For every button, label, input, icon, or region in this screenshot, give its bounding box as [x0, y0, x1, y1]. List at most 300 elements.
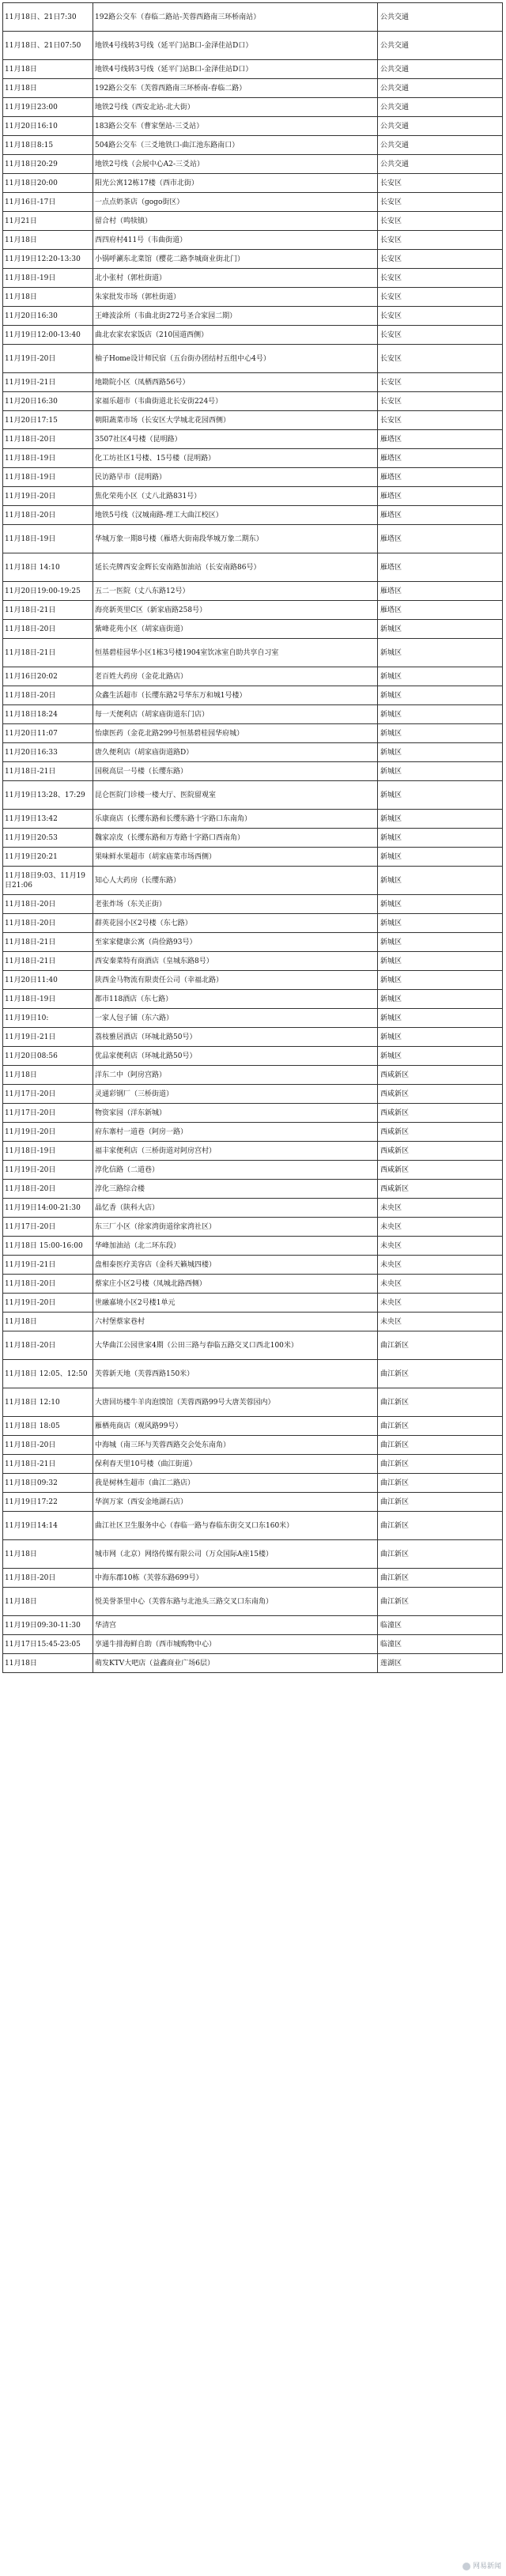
table-row — [3, 1388, 503, 1417]
area-cell: 长安区 — [378, 326, 503, 345]
place-cell: 东三厂小区（徐家湾街道徐家湾社区） — [93, 1218, 378, 1237]
time-cell: 11月18日-20日 — [3, 430, 93, 449]
area-cell: 新城区 — [378, 1047, 503, 1066]
place-cell: 晶忆香（陕科大店） — [93, 1199, 378, 1218]
place-cell: 朱家批发市场（郭杜街道） — [93, 288, 378, 307]
area-cell: 雁塔区 — [378, 468, 503, 487]
area-cell: 西咸新区 — [378, 1104, 503, 1123]
place-cell: 延长壳牌西安金辉长安南路加油站（长安南路86号） — [93, 553, 378, 582]
time-cell: 11月18日-19日 — [3, 269, 93, 288]
area-cell: 新城区 — [378, 724, 503, 743]
table-row — [3, 487, 503, 506]
area-cell: 未央区 — [378, 1275, 503, 1294]
area-cell: 西咸新区 — [378, 1180, 503, 1199]
place-cell: 地铁2号线（会展中心A2-三爻站） — [93, 155, 378, 174]
area-cell: 西咸新区 — [378, 1142, 503, 1161]
table-row — [3, 1104, 503, 1123]
place-cell: 海亮新英里C区（新家庙路258号） — [93, 601, 378, 620]
area-cell: 雁塔区 — [378, 506, 503, 525]
time-cell: 11月18日-20日 — [3, 895, 93, 914]
table-row — [3, 1436, 503, 1455]
place-cell: 大华曲江公园世家4期（公田三路与春临五路交叉口西北100米） — [93, 1331, 378, 1360]
area-cell: 西咸新区 — [378, 1066, 503, 1085]
place-cell: 一家人包子铺（东六路） — [93, 1009, 378, 1028]
place-cell: 福丰家便利店（三桥街道对阿房宫村） — [93, 1142, 378, 1161]
place-cell: 盘相泰医疗美容店（金科天籁城四楼） — [93, 1256, 378, 1275]
place-cell: 昆仑医院门诊楼一楼大厅、医院留观室 — [93, 781, 378, 810]
place-cell: 至家家健康公寓（尚俭路93号） — [93, 933, 378, 952]
place-cell: 朝阳蔬菜市场（长安区大学城北花园西侧） — [93, 411, 378, 430]
table-row — [3, 307, 503, 326]
area-cell: 未央区 — [378, 1218, 503, 1237]
table-row — [3, 1493, 503, 1512]
table-row — [3, 952, 503, 971]
time-cell: 11月19日-20日 — [3, 1123, 93, 1142]
area-cell: 公共交通 — [378, 79, 503, 98]
place-cell: 老张炸场（东关正街） — [93, 895, 378, 914]
area-cell: 新城区 — [378, 667, 503, 686]
area-cell: 未央区 — [378, 1256, 503, 1275]
time-cell: 11月20日19:00-19:25 — [3, 582, 93, 601]
time-cell: 11月19日20:21 — [3, 848, 93, 867]
place-cell: 萌发KTV大吧店（益鑫商业广场6层） — [93, 1654, 378, 1673]
time-cell: 11月18日-19日 — [3, 468, 93, 487]
place-cell: 六村堡蔡家巷村 — [93, 1313, 378, 1331]
table-row — [3, 60, 503, 79]
time-cell: 11月18日-20日 — [3, 620, 93, 639]
area-cell: 新城区 — [378, 620, 503, 639]
time-cell: 11月19日09:30-11:30 — [3, 1616, 93, 1635]
area-cell: 长安区 — [378, 345, 503, 373]
time-cell: 11月18日20:00 — [3, 174, 93, 193]
table-row — [3, 411, 503, 430]
time-cell: 11月18日 — [3, 79, 93, 98]
table-row — [3, 430, 503, 449]
table-row — [3, 1047, 503, 1066]
area-cell: 长安区 — [378, 411, 503, 430]
area-cell: 公共交通 — [378, 60, 503, 79]
table-row — [3, 1142, 503, 1161]
time-cell: 11月18日-21日 — [3, 952, 93, 971]
time-cell: 11月18日-20日 — [3, 1436, 93, 1455]
area-cell: 临潼区 — [378, 1635, 503, 1654]
area-cell: 新城区 — [378, 1028, 503, 1047]
place-cell: 焦化荣苑小区（丈八北路831号） — [93, 487, 378, 506]
area-cell: 曲江新区 — [378, 1540, 503, 1569]
time-cell: 11月19日-20日 — [3, 487, 93, 506]
table-row — [3, 212, 503, 231]
place-cell: 怡康医药（金花北路299号恒基碧桂园华府城） — [93, 724, 378, 743]
table-row — [3, 1474, 503, 1493]
place-cell: 每一天便利店（胡家庙街道东门店） — [93, 705, 378, 724]
time-cell: 11月18日 18:05 — [3, 1417, 93, 1436]
table-row — [3, 250, 503, 269]
table-row — [3, 326, 503, 345]
area-cell: 临潼区 — [378, 1616, 503, 1635]
place-cell: 淳化信路（二道巷） — [93, 1161, 378, 1180]
table-row — [3, 345, 503, 373]
time-cell: 11月19日-21日 — [3, 1028, 93, 1047]
table-row — [3, 1123, 503, 1142]
time-cell: 11月18日-19日 — [3, 449, 93, 468]
table-row — [3, 1569, 503, 1588]
area-cell: 西咸新区 — [378, 1161, 503, 1180]
time-cell: 11月18日-20日 — [3, 686, 93, 705]
time-cell: 11月18日-19日 — [3, 525, 93, 553]
time-cell: 11月18日-21日 — [3, 1455, 93, 1474]
table-row — [3, 32, 503, 60]
area-cell: 公共交通 — [378, 3, 503, 32]
area-cell: 西咸新区 — [378, 1123, 503, 1142]
area-cell: 长安区 — [378, 231, 503, 250]
time-cell: 11月20日16:33 — [3, 743, 93, 762]
table-row — [3, 3, 503, 32]
time-cell: 11月19日17:22 — [3, 1493, 93, 1512]
area-cell: 新城区 — [378, 848, 503, 867]
area-cell: 曲江新区 — [378, 1436, 503, 1455]
place-cell: 恒基碧桂园华小区1栋3号楼1904室饮冰室自助共享自习室 — [93, 639, 378, 667]
time-cell: 11月18日 14:10 — [3, 553, 93, 582]
area-cell: 新城区 — [378, 1009, 503, 1028]
time-cell: 11月16日-17日 — [3, 193, 93, 212]
place-cell: 地铁4号线转3号线（延平门站B口-金泽佳站D口） — [93, 60, 378, 79]
time-cell: 11月19日-20日 — [3, 1294, 93, 1313]
table-row — [3, 667, 503, 686]
area-cell: 公共交通 — [378, 32, 503, 60]
place-cell: 国税高层一号楼（长缨东路） — [93, 762, 378, 781]
place-cell: 保利春天里10号楼（曲江街道） — [93, 1455, 378, 1474]
place-cell: 地铁5号线（汉城南路-理工大曲江校区） — [93, 506, 378, 525]
place-cell: 地铁2号线（西安北站-北大街） — [93, 98, 378, 117]
table-row — [3, 392, 503, 411]
place-cell: 北小张村（郭杜街道） — [93, 269, 378, 288]
area-cell: 雁塔区 — [378, 487, 503, 506]
time-cell: 11月18日-21日 — [3, 601, 93, 620]
time-cell: 11月18日-19日 — [3, 1142, 93, 1161]
place-cell: 西四府村411号（韦曲街道） — [93, 231, 378, 250]
table-row — [3, 155, 503, 174]
table-row — [3, 288, 503, 307]
time-cell: 11月18日 12:05、12:50 — [3, 1360, 93, 1388]
table-row — [3, 867, 503, 895]
place-cell: 华清宫 — [93, 1616, 378, 1635]
time-cell: 11月20日17:15 — [3, 411, 93, 430]
area-cell: 公共交通 — [378, 155, 503, 174]
table-row — [3, 895, 503, 914]
table-row — [3, 231, 503, 250]
time-cell: 11月19日13:28、17:29 — [3, 781, 93, 810]
table-row — [3, 1009, 503, 1028]
area-cell: 雁塔区 — [378, 525, 503, 553]
time-cell: 11月18日 — [3, 231, 93, 250]
time-cell: 11月19日-20日 — [3, 345, 93, 373]
place-cell: 504路公交车（三爻地铁口-曲江池东路南口） — [93, 136, 378, 155]
table-row — [3, 1028, 503, 1047]
area-cell: 新城区 — [378, 781, 503, 810]
area-cell: 曲江新区 — [378, 1569, 503, 1588]
area-cell: 莲湖区 — [378, 1654, 503, 1673]
area-cell: 新城区 — [378, 990, 503, 1009]
place-cell: 蔡家庄小区2号楼（凤城北路西侧） — [93, 1275, 378, 1294]
table-row — [3, 1417, 503, 1436]
place-cell: 我是树林生超市（曲江二路店） — [93, 1474, 378, 1493]
place-cell: 地勘院小区（凤栖西路56号） — [93, 373, 378, 392]
time-cell: 11月18日-20日 — [3, 914, 93, 933]
table-row — [3, 1331, 503, 1360]
area-cell: 长安区 — [378, 373, 503, 392]
place-cell: 都市118酒店（东七路） — [93, 990, 378, 1009]
time-cell: 11月18日-20日 — [3, 506, 93, 525]
watermark-text: 网易新闻 — [473, 2563, 501, 2570]
table-row — [3, 848, 503, 867]
time-cell: 11月17日-20日 — [3, 1104, 93, 1123]
table-row — [3, 582, 503, 601]
table-row — [3, 1218, 503, 1237]
area-cell: 公共交通 — [378, 98, 503, 117]
place-cell: 192路公交车（芙蓉西路南三环桥南-春临二路） — [93, 79, 378, 98]
area-cell: 曲江新区 — [378, 1388, 503, 1417]
time-cell: 11月20日16:30 — [3, 307, 93, 326]
time-cell: 11月18日 — [3, 1654, 93, 1673]
time-cell: 11月18日20:29 — [3, 155, 93, 174]
place-cell: 中海城（南三环与芙蓉西路交会处东南角） — [93, 1436, 378, 1455]
time-cell: 11月18日-21日 — [3, 933, 93, 952]
area-cell: 新城区 — [378, 933, 503, 952]
area-cell: 新城区 — [378, 829, 503, 848]
location-table — [2, 2, 503, 1673]
table-row — [3, 762, 503, 781]
place-cell: 乐康商店（长缨东路和长缨东路十字路口东南角） — [93, 810, 378, 829]
place-cell: 3507社区4号楼（昆明路） — [93, 430, 378, 449]
area-cell: 公共交通 — [378, 117, 503, 136]
time-cell: 11月19日20:53 — [3, 829, 93, 848]
place-cell: 化工坊社区1号楼、15号楼（昆明路） — [93, 449, 378, 468]
time-cell: 11月17日15:45-23:05 — [3, 1635, 93, 1654]
table-row — [3, 117, 503, 136]
time-cell: 11月20日11:07 — [3, 724, 93, 743]
area-cell: 雁塔区 — [378, 430, 503, 449]
table-row — [3, 468, 503, 487]
time-cell: 11月19日12:20-13:30 — [3, 250, 93, 269]
place-cell: 中海东郡10栋（芙蓉东路699号） — [93, 1569, 378, 1588]
time-cell: 11月20日08:56 — [3, 1047, 93, 1066]
place-cell: 芙蓉新天地（芙蓉西路150米） — [93, 1360, 378, 1388]
table-row — [3, 193, 503, 212]
table-row — [3, 1654, 503, 1673]
area-cell: 新城区 — [378, 952, 503, 971]
place-cell: 家福乐超市（韦曲街道北长安街224号） — [93, 392, 378, 411]
place-cell: 雁栖苑商店（观风路99号） — [93, 1417, 378, 1436]
time-cell: 11月17日-20日 — [3, 1085, 93, 1104]
area-cell: 曲江新区 — [378, 1493, 503, 1512]
table-row — [3, 810, 503, 829]
table-row — [3, 1085, 503, 1104]
area-cell: 长安区 — [378, 288, 503, 307]
time-cell: 11月19日12:00-13:40 — [3, 326, 93, 345]
table-row — [3, 1588, 503, 1616]
watermark — [463, 2560, 501, 2570]
place-cell: 192路公交车（春临二路站-芙蓉西路南三环桥南站） — [93, 3, 378, 32]
place-cell: 知心人大药房（长缨东路） — [93, 867, 378, 895]
time-cell: 11月18日 — [3, 1313, 93, 1331]
area-cell: 新城区 — [378, 914, 503, 933]
table-row — [3, 1199, 503, 1218]
table-row — [3, 553, 503, 582]
place-cell: 紫峰花苑小区（胡家庙街道） — [93, 620, 378, 639]
place-cell: 地铁4号线转3号线（延平门站B口-金泽佳站D口） — [93, 32, 378, 60]
place-cell: 曲江社区卫生服务中心（春临一路与春临东街交叉口东160米） — [93, 1512, 378, 1540]
time-cell: 11月18日-21日 — [3, 762, 93, 781]
place-cell: 老百姓大药房（金花北路店） — [93, 667, 378, 686]
table-row — [3, 1635, 503, 1654]
table-row — [3, 933, 503, 952]
place-cell: 小锅呼涮东北菜馆（樱花二路李城商业街北门） — [93, 250, 378, 269]
place-cell: 西安秦菜特有商酒店（皇城东路8号） — [93, 952, 378, 971]
area-cell: 长安区 — [378, 307, 503, 326]
table-row — [3, 620, 503, 639]
place-cell: 众鑫生活超市（长缨东路2号华东万和城1号楼） — [93, 686, 378, 705]
time-cell: 11月18日 12:10 — [3, 1388, 93, 1417]
place-cell: 柚子Home设计师民宿（五台街办团结村五组中心4号） — [93, 345, 378, 373]
time-cell: 11月19日14:00-21:30 — [3, 1199, 93, 1218]
area-cell: 公共交通 — [378, 136, 503, 155]
place-cell: 唐久便利店（胡家庙街道路D） — [93, 743, 378, 762]
time-cell: 11月18日、21日7:30 — [3, 3, 93, 32]
table-row — [3, 269, 503, 288]
table-row — [3, 743, 503, 762]
table-row — [3, 449, 503, 468]
place-cell: 享通牛排海鲜自助（西市城购物中心） — [93, 1635, 378, 1654]
place-cell: 悦美誉茶里中心（芙蓉东路与北池头三路交叉口东南角） — [93, 1588, 378, 1616]
area-cell: 未央区 — [378, 1313, 503, 1331]
place-cell: 民访路早市（昆明路） — [93, 468, 378, 487]
area-cell: 长安区 — [378, 269, 503, 288]
time-cell: 11月19日23:00 — [3, 98, 93, 117]
area-cell: 曲江新区 — [378, 1417, 503, 1436]
place-cell: 群英花园小区2号楼（东七路） — [93, 914, 378, 933]
time-cell: 11月18日18:24 — [3, 705, 93, 724]
table-row — [3, 781, 503, 810]
table-row — [3, 136, 503, 155]
place-cell: 五二一医院（丈八东路12号） — [93, 582, 378, 601]
time-cell: 11月18日-20日 — [3, 1180, 93, 1199]
area-cell: 曲江新区 — [378, 1331, 503, 1360]
time-cell: 11月18日-20日 — [3, 1331, 93, 1360]
table-row — [3, 1512, 503, 1540]
place-cell: 陕西金马物流有限责任公司（幸福北路） — [93, 971, 378, 990]
time-cell: 11月19日10: — [3, 1009, 93, 1028]
area-cell: 新城区 — [378, 743, 503, 762]
location-table-body — [3, 3, 503, 1673]
table-row — [3, 1180, 503, 1199]
area-cell: 长安区 — [378, 250, 503, 269]
table-row — [3, 1455, 503, 1474]
area-cell: 西咸新区 — [378, 1085, 503, 1104]
area-cell: 曲江新区 — [378, 1474, 503, 1493]
table-row — [3, 914, 503, 933]
area-cell: 曲江新区 — [378, 1512, 503, 1540]
time-cell: 11月20日11:40 — [3, 971, 93, 990]
time-cell: 11月18日、21日07:50 — [3, 32, 93, 60]
area-cell: 新城区 — [378, 686, 503, 705]
time-cell: 11月18日 15:00-16:00 — [3, 1237, 93, 1256]
place-cell: 魏家凉皮（长缨东路和万寿路十字路口西南角） — [93, 829, 378, 848]
time-cell: 11月18日09:32 — [3, 1474, 93, 1493]
time-cell: 11月18日-21日 — [3, 639, 93, 667]
table-row — [3, 79, 503, 98]
table-row — [3, 1540, 503, 1569]
area-cell: 长安区 — [378, 212, 503, 231]
place-cell: 华城万象一期8号楼（雁塔大街南段华城万象二期东） — [93, 525, 378, 553]
table-row — [3, 98, 503, 117]
table-row — [3, 506, 503, 525]
table-row — [3, 1161, 503, 1180]
area-cell: 新城区 — [378, 867, 503, 895]
table-row — [3, 686, 503, 705]
place-cell: 府东寨村一道巷（阿房一路） — [93, 1123, 378, 1142]
area-cell: 新城区 — [378, 762, 503, 781]
place-cell: 大唐回坊楼牛羊肉泡馍馆（芙蓉西路99号大唐芙蓉园内） — [93, 1388, 378, 1417]
area-cell: 曲江新区 — [378, 1588, 503, 1616]
place-cell: 华润万家（西安金地湖石店） — [93, 1493, 378, 1512]
table-row — [3, 601, 503, 620]
time-cell: 11月18日 — [3, 1540, 93, 1569]
place-cell: 城市网（北京）网络传媒有限公司（万众国际A座15楼） — [93, 1540, 378, 1569]
place-cell: 荔枝雅居酒店（环城北路50号） — [93, 1028, 378, 1047]
time-cell: 11月19日-21日 — [3, 1256, 93, 1275]
table-row — [3, 1360, 503, 1388]
time-cell: 11月20日16:10 — [3, 117, 93, 136]
area-cell: 雁塔区 — [378, 449, 503, 468]
place-cell: 曲北农家农家饭店（210国道西侧） — [93, 326, 378, 345]
table-row — [3, 829, 503, 848]
area-cell: 新城区 — [378, 895, 503, 914]
time-cell: 11月18日-19日 — [3, 990, 93, 1009]
area-cell: 长安区 — [378, 174, 503, 193]
area-cell: 新城区 — [378, 639, 503, 667]
area-cell: 新城区 — [378, 810, 503, 829]
area-cell: 未央区 — [378, 1199, 503, 1218]
table-row — [3, 174, 503, 193]
table-row — [3, 1256, 503, 1275]
area-cell: 雁塔区 — [378, 553, 503, 582]
place-cell: 王峰波涂所（韦曲北街272号圣合家园二期） — [93, 307, 378, 326]
table-row — [3, 1616, 503, 1635]
time-cell: 11月18日8:15 — [3, 136, 93, 155]
place-cell: 淳化三路综合楼 — [93, 1180, 378, 1199]
time-cell: 11月18日 — [3, 1066, 93, 1085]
time-cell: 11月18日-20日 — [3, 1569, 93, 1588]
place-cell: 一点点奶茶店（gogo街区） — [93, 193, 378, 212]
area-cell: 新城区 — [378, 971, 503, 990]
table-row — [3, 1275, 503, 1294]
area-cell: 未央区 — [378, 1237, 503, 1256]
area-cell: 长安区 — [378, 392, 503, 411]
area-cell: 未央区 — [378, 1294, 503, 1313]
table-row — [3, 1237, 503, 1256]
time-cell: 11月18日9:03、11月19日21:06 — [3, 867, 93, 895]
time-cell: 11月19日14:14 — [3, 1512, 93, 1540]
area-cell: 长安区 — [378, 193, 503, 212]
place-cell: 183路公交车（曹家堡站-三爻站） — [93, 117, 378, 136]
area-cell: 曲江新区 — [378, 1360, 503, 1388]
time-cell: 11月19日-20日 — [3, 1161, 93, 1180]
place-cell: 洋东二中（阿房宫路） — [93, 1066, 378, 1085]
time-cell: 11月19日-21日 — [3, 373, 93, 392]
time-cell: 11月18日 — [3, 1588, 93, 1616]
place-cell: 灵通彩钢厂（三桥街道） — [93, 1085, 378, 1104]
area-cell: 新城区 — [378, 705, 503, 724]
